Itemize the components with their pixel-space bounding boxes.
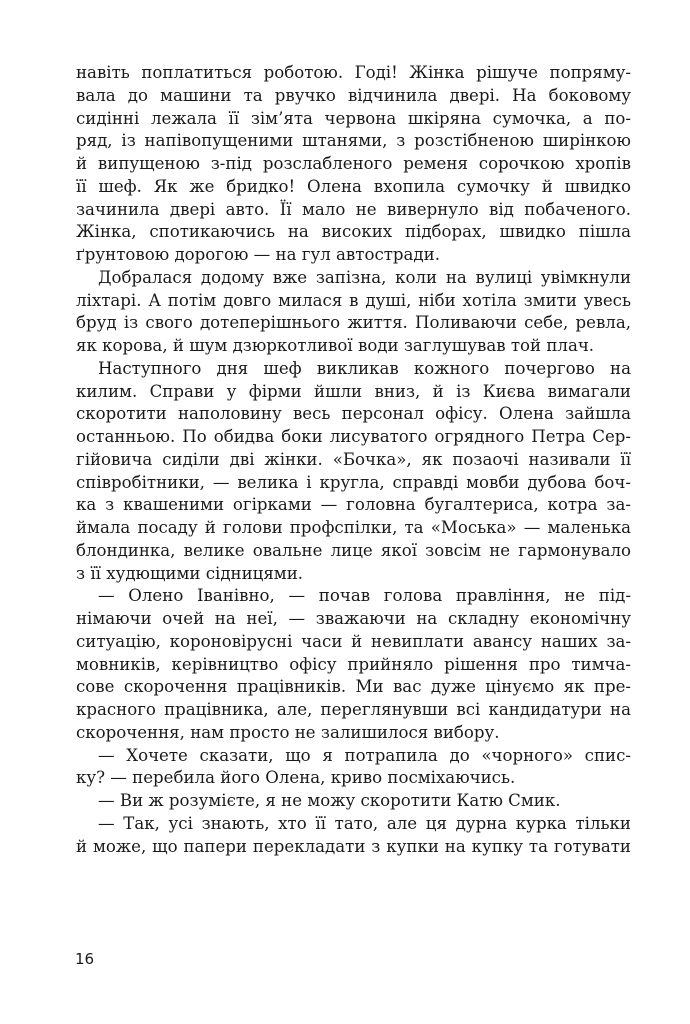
text-line: бруд із свого дотеперішнього життя. Поливаючи себе, ревла,: [76, 313, 631, 333]
text-line: — Хочете сказати, що я потрапила до «чорного» спис-: [98, 745, 631, 765]
text-line: скорочення, нам просто не залишилося вибору.: [76, 722, 500, 742]
text-line: блондинка, велике овальне лице якої зовсім не гармонувало: [76, 540, 631, 560]
text-line: ка з квашеними огірками — головна бугалтериса, котра за-: [76, 495, 631, 515]
text-line: співробітники, — велика і кругла, справді мовби дубова боч-: [76, 472, 631, 492]
text-line: — Ви ж розумієте, я не можу скоротити Катю Смик.: [98, 791, 561, 810]
text-line: Жінка, спотикаючись на високих підборах, швидко пішла: [76, 222, 631, 242]
page-number: 16: [75, 950, 95, 968]
text-line: Наступного дня шеф викликав кожного почергово на: [98, 358, 631, 378]
body-text: [76, 62, 631, 858]
text-line: навіть поплатиться роботою. Годі! Жінка рішуче попряму-: [76, 63, 631, 82]
text-line: Добралася додому вже запізна, коли на вулиці увімкнули: [98, 267, 631, 287]
text-line: — Олено Іванівно, — почав голова правління, не під-: [98, 586, 631, 606]
text-line: останньою. По обидва боки лисуватого огрядного Петра Сер-: [76, 427, 631, 446]
text-line: зачинила двері авто. Її мало не вивернуло від побаченого.: [76, 199, 631, 219]
text-line: ситуацію, короновірусні часи й невиплати авансу наших за-: [76, 631, 631, 651]
text-line: килим. Справи у фірми йшли вниз, й із Києва вимагали: [76, 381, 631, 401]
text-line: з її худющими сідницями.: [76, 563, 304, 583]
text-line: мовників, керівництво офісу прийняло рішення про тимча-: [76, 654, 631, 674]
text-line: її шеф. Як же бридко! Олена вхопила сумочку й швидко: [76, 176, 631, 196]
text-line: й може, що папери перекладати з купки на купку та готувати: [76, 836, 631, 856]
text-line: ґрунтовою дорогою — на гул автостради.: [76, 245, 440, 264]
text-line: сидінні лежала її зім’ята червона шкіряна сумочка, а по-: [76, 108, 631, 128]
text-line: сове скорочення працівників. Ми вас дуже цінуємо як пре-: [76, 677, 631, 697]
text-line: красного працівника, але, переглянувши всі кандидатури на: [76, 700, 631, 719]
text-line: скоротити наполовину весь персонал офісу. Олена зайшла: [76, 404, 631, 424]
text-line: ліхтарі. А потім довго милася в душі, ніби хотіла змити увесь: [76, 290, 631, 310]
text-line: й випущеною з-під розслабленого ременя сорочкою хропів: [76, 154, 631, 173]
text-line: ймала посаду й голови профспілки, та «Моська» — маленька: [76, 518, 631, 537]
text-line: вала до машини та рвучко відчинила двері. На боковому: [76, 85, 631, 105]
text-line: ку? — перебила його Олена, криво посміхаючись.: [76, 768, 516, 788]
text-line: ряд, із напівопущеними штанями, з розстібненою ширінкою: [76, 131, 631, 151]
text-line: як корова, й шум дзюркотливої води заглушував той плач.: [76, 336, 595, 355]
text-line: — Так, усі знають, хто її тато, але ця дурна курка тільки: [98, 813, 631, 833]
text-line: гійовича сиділи дві жінки. «Бочка», як позаочі називали її: [76, 449, 631, 469]
text-line: німаючи очей на неї, — зважаючи на складну економічну: [76, 609, 631, 628]
